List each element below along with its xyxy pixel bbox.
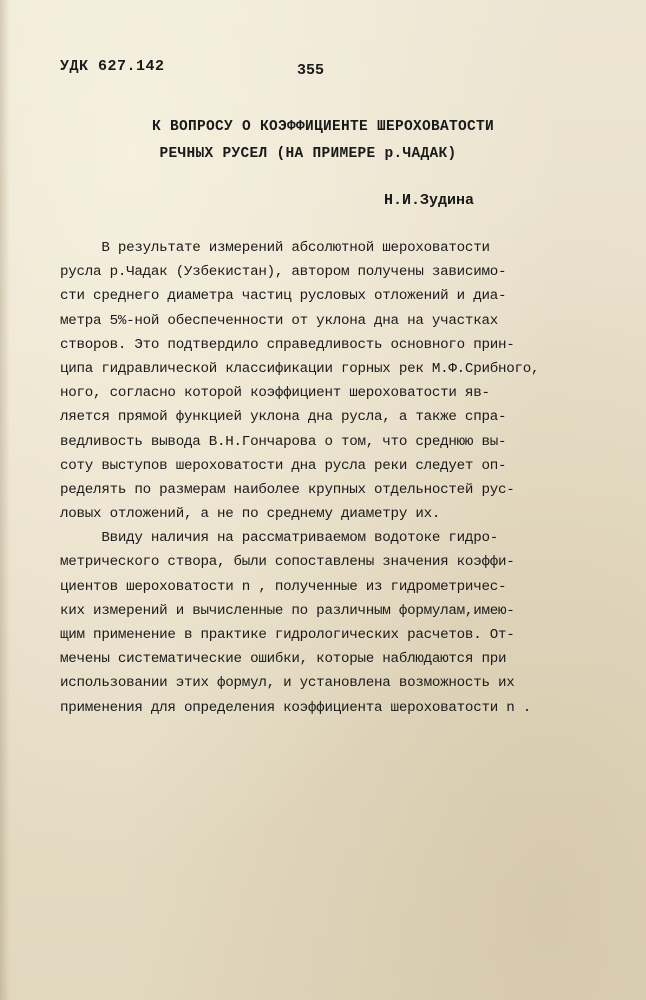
- paragraph-2: [60, 526, 620, 720]
- text-line: циентов шероховатости n , полученные из гидрометричес-: [60, 578, 507, 595]
- title-line-1: К ВОПРОСУ О КОЭФФИЦИЕНТЕ ШЕРОХОВАТОСТИ: [151, 119, 495, 135]
- text-line: ляется прямой функцией уклона дна русла, а также спра-: [60, 409, 507, 426]
- text-line: ного, согласно которой коэффициент шероховатости яв-: [60, 385, 490, 402]
- text-line: использовании этих формул, и установлена возможность их: [60, 675, 515, 692]
- text-line: ципа гидравлической классификации горных рек М.Ф.Срибного,: [60, 360, 540, 377]
- text-line: ределять по размерам наиболее крупных отдельностей рус-: [60, 481, 515, 498]
- page-number: 355: [297, 62, 325, 79]
- text-line: применения для определения коэффициента шероховатости n .: [60, 699, 532, 716]
- text-line: ведливость вывода В.Н.Гончарова о том, что среднюю вы-: [60, 433, 507, 450]
- text-line: соту выступов шероховатости дна русла реки следует оп-: [60, 457, 507, 474]
- text-line: ловых отложений, а не по среднему диаметру их.: [60, 506, 441, 523]
- body-text: [60, 236, 620, 720]
- text-line: метрического створа, были сопоставлены значения коэффи-: [60, 554, 515, 571]
- author-name: Н.И.Зудина: [384, 192, 475, 209]
- text-line: мечены систематические ошибки, которые наблюдаются при: [60, 651, 507, 668]
- title-line-2: РЕЧНЫХ РУСЕЛ (НА ПРИМЕРЕ р.ЧАДАК): [159, 146, 457, 162]
- text-line: Ввиду наличия на рассматриваемом водотоке гидро-: [60, 530, 498, 547]
- paragraph-1: [60, 236, 620, 526]
- text-line: ких измерений и вычисленные по различным формулам,имею-: [60, 602, 515, 619]
- text-line: створов. Это подтвердило справедливость основного прин-: [60, 336, 515, 353]
- text-line: щим применение в практике гидрологических расчетов. От-: [60, 627, 515, 643]
- text-line: В результате измерений абсолютной шероховатости: [60, 240, 490, 256]
- text-line: сти среднего диаметра частиц русловых отложений и диа-: [60, 288, 507, 305]
- text-line: русла р.Чадак (Узбекистан), автором получены зависимо-: [60, 264, 507, 281]
- udk-code: УДК 627.142: [60, 58, 165, 75]
- text-line: метра 5%-ной обеспеченности от уклона дна на участках: [60, 312, 498, 329]
